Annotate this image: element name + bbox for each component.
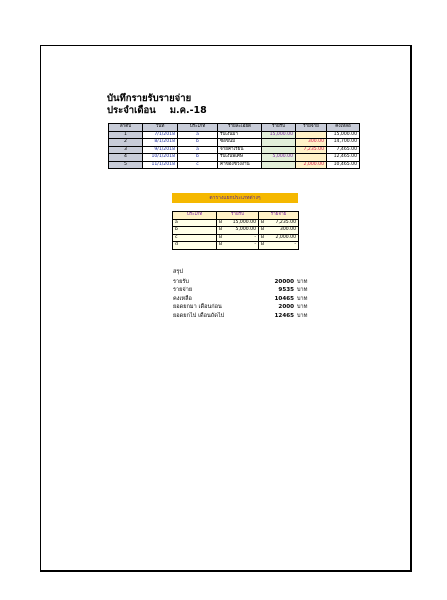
income-amount: 5,000.00 [235, 227, 256, 233]
currency-symbol: B [261, 227, 265, 233]
cell-type[interactable]: b [178, 139, 218, 147]
currency-symbol: B [261, 219, 265, 225]
expense-amount: 2,000.00 [275, 234, 296, 240]
cell-category-income[interactable] [217, 242, 259, 250]
cell-type[interactable]: a [178, 131, 218, 139]
cell-category-type[interactable]: d [173, 242, 217, 250]
cell-balance[interactable]: 12,465.00 [327, 154, 360, 162]
table-row [173, 242, 299, 250]
cell-date[interactable]: 7/1/2018 [143, 131, 178, 139]
cell-income[interactable]: 5,000.00 [262, 154, 296, 162]
cell-category-type[interactable]: b [173, 227, 217, 235]
currency-symbol: B [261, 242, 265, 248]
cell-expense[interactable]: 7,235.00 [296, 146, 327, 154]
cell-date[interactable]: 9/1/2018 [143, 146, 178, 154]
col-header-income[interactable]: รายรับ [262, 124, 296, 132]
cell-no[interactable]: 1 [109, 131, 143, 139]
expense-amount: 300.00 [279, 227, 296, 233]
col-header-type[interactable]: ประเภท [178, 124, 218, 132]
cell-income[interactable] [262, 161, 296, 169]
cell-detail[interactable]: รับเงินพิเศษ [218, 154, 262, 162]
table-row [109, 131, 360, 139]
cell-no[interactable]: 4 [109, 154, 143, 162]
cell-expense[interactable]: 2,000.00 [296, 161, 327, 169]
table-row [173, 219, 299, 227]
category-header-row [173, 212, 299, 220]
cell-balance[interactable]: 14,700.00 [327, 139, 360, 147]
cell-date[interactable]: 11/1/2018 [143, 161, 178, 169]
currency-symbol: B [261, 234, 265, 240]
summary-value[interactable]: 10465 [274, 295, 294, 302]
summary-row-carried-in [173, 303, 324, 311]
income-amount: - [254, 242, 256, 248]
cell-balance[interactable]: 10,465.00 [327, 161, 360, 169]
cell-category-income[interactable] [217, 219, 259, 227]
cell-expense[interactable] [296, 154, 327, 162]
cell-income[interactable]: 15,000.00 [262, 131, 296, 139]
page-title: บันทึกรายรับรายจ่าย [107, 93, 192, 104]
summary-row-expense [173, 286, 324, 294]
cell-category-expense[interactable] [259, 227, 299, 235]
cell-category-income[interactable] [217, 227, 259, 235]
cell-expense[interactable] [296, 131, 327, 139]
income-amount: - [254, 234, 256, 240]
summary-label: ยอดยกมา เดือนก่อน [173, 304, 222, 311]
currency-symbol: B [219, 227, 223, 233]
col-header-expense[interactable]: รายจ่าย [296, 124, 327, 132]
month-value: ม.ค.-18 [169, 105, 207, 116]
currency-symbol: B [219, 234, 223, 240]
income-amount: 15,000.00 [232, 219, 256, 225]
table-row [109, 146, 360, 154]
cell-detail[interactable]: ค่าของช่วงงาน [218, 161, 262, 169]
col-header-detail[interactable]: รายละเอียด [218, 124, 262, 132]
cell-no[interactable]: 2 [109, 139, 143, 147]
col-header-no[interactable]: ลำดับ [109, 124, 143, 132]
transactions-header-row [109, 124, 360, 132]
cell-detail[interactable]: จ่ายค่าเรียน [218, 146, 262, 154]
cell-no[interactable]: 3 [109, 146, 143, 154]
summary-value[interactable]: 12465 [274, 312, 294, 319]
summary-heading: สรุป [173, 269, 183, 275]
table-row [173, 234, 299, 242]
cell-balance[interactable]: 7,465.00 [327, 146, 360, 154]
summary-label: รายรับ [173, 279, 189, 285]
cell-category-expense[interactable] [259, 219, 299, 227]
subtitle-label: ประจำเดือน [107, 105, 156, 116]
cell-balance[interactable]: 15,000.00 [327, 131, 360, 139]
category-banner[interactable]: ตารางแยกประเภทต่างๆ [172, 193, 298, 203]
summary-value[interactable]: 2000 [278, 304, 294, 311]
cell-category-expense[interactable] [259, 234, 299, 242]
cell-type[interactable]: c [178, 161, 218, 169]
spreadsheet-page [40, 45, 412, 572]
summary-row-balance [173, 295, 324, 303]
col-header-balance[interactable]: คงเหลือ [327, 124, 360, 132]
category-table [172, 211, 299, 250]
cell-detail[interactable]: ซื้อขนม [218, 139, 262, 147]
cell-income[interactable] [262, 139, 296, 147]
summary-row-income [173, 278, 324, 286]
cell-type[interactable]: b [178, 154, 218, 162]
cell-category-expense[interactable] [259, 242, 299, 250]
summary-label: รายจ่าย [173, 287, 193, 294]
table-row [173, 227, 299, 235]
expense-amount: 7,235.00 [275, 219, 296, 225]
transactions-table [108, 123, 360, 169]
cell-category-income[interactable] [217, 234, 259, 242]
cell-date[interactable]: 10/1/2018 [143, 154, 178, 162]
col-header-category-expense[interactable]: รายจ่าย [259, 212, 299, 220]
col-header-category-income[interactable]: รายรับ [217, 212, 259, 220]
cell-category-type[interactable]: a [173, 219, 217, 227]
summary-unit: บาท [297, 312, 308, 319]
expense-amount: - [294, 242, 296, 248]
summary-value[interactable]: 20000 [274, 279, 294, 285]
summary-unit: บาท [297, 287, 308, 294]
summary-value[interactable]: 9535 [278, 287, 294, 294]
summary-unit: บาท [297, 304, 308, 311]
summary-unit: บาท [297, 295, 308, 302]
col-header-category-type[interactable]: ประเภท [173, 212, 217, 220]
cell-date[interactable]: 8/1/2018 [143, 139, 178, 147]
summary-row-carried-out [173, 312, 324, 320]
cell-type[interactable]: a [178, 146, 218, 154]
cell-category-type[interactable]: c [173, 234, 217, 242]
cell-expense[interactable]: 300.00 [296, 139, 327, 147]
cell-detail[interactable]: รับเงินมา [218, 131, 262, 139]
col-header-date[interactable]: วันที่ [143, 124, 178, 132]
cell-no[interactable]: 5 [109, 161, 143, 169]
summary-unit: บาท [297, 279, 308, 285]
page-subtitle [107, 103, 207, 118]
summary-section [173, 268, 324, 320]
currency-symbol: B [219, 242, 223, 248]
table-row [109, 154, 360, 162]
summary-label: ยอดยกไป เดือนถัดไป [173, 312, 225, 319]
summary-label: คงเหลือ [173, 295, 192, 302]
currency-symbol: B [219, 219, 223, 225]
table-row [109, 161, 360, 169]
table-row [109, 139, 360, 147]
cell-income[interactable] [262, 146, 296, 154]
